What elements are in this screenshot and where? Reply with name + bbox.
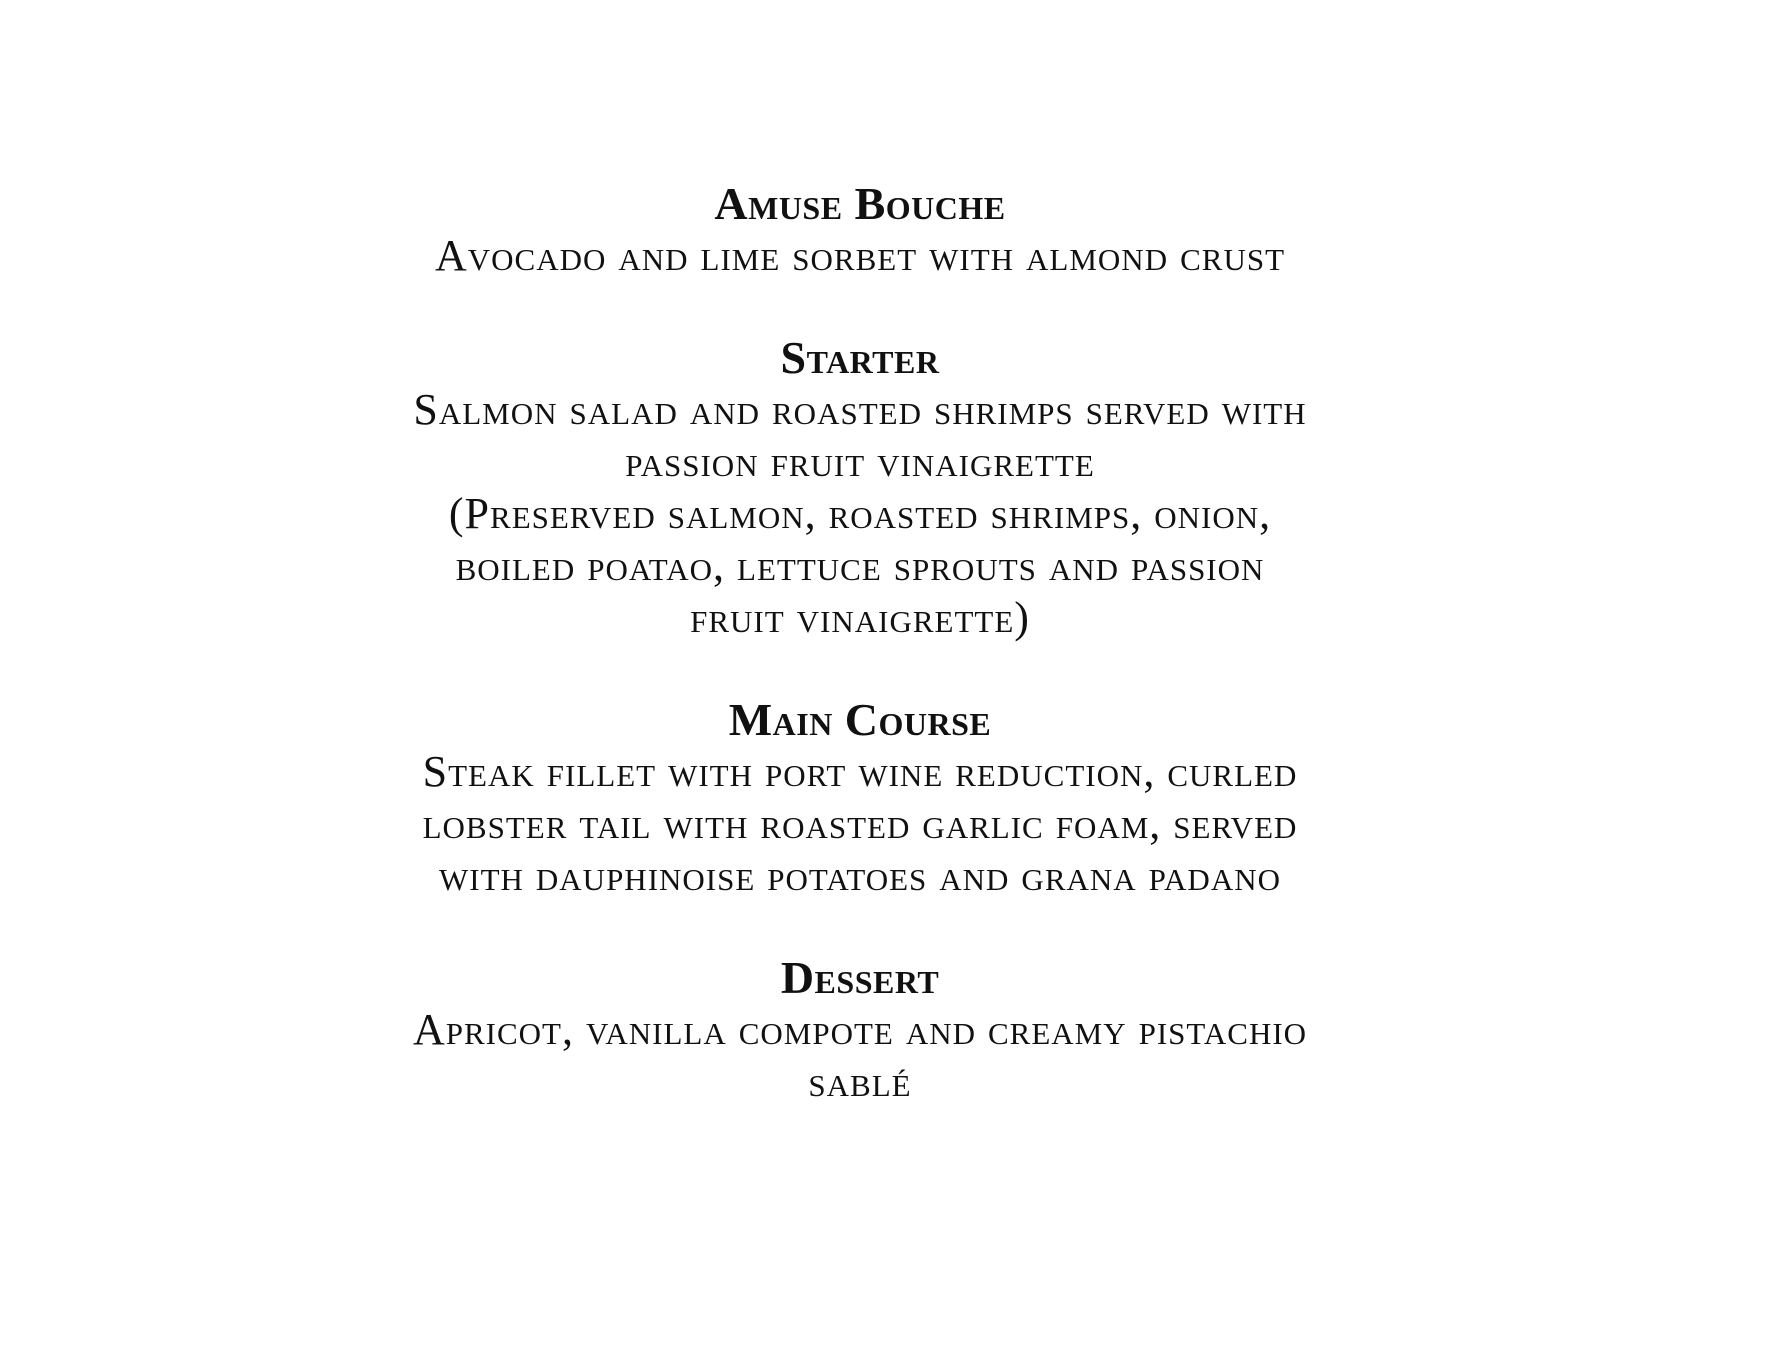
course-description-line: (Preserved salmon, roasted shrimps, onion, [448,489,1272,538]
course-description-line: Steak fillet with port wine reduction, curled [422,747,1298,796]
course-description-line: Salmon salad and roasted shrimps served with [413,385,1307,434]
course-starter [0,332,1720,644]
course-description-line: passion fruit vinaigrette [625,437,1095,486]
course-description-line: sablé [808,1057,912,1106]
course-title: Dessert [780,952,940,1003]
course-description-line: with dauphinoise potatoes and grana padano [439,851,1281,900]
course-amuse-bouche [0,178,1720,282]
menu-document [0,178,1720,1158]
course-dessert [0,952,1720,1108]
course-title: Main Course [728,694,992,745]
course-description-line: lobster tail with roasted garlic foam, served [422,799,1298,848]
course-description-line: fruit vinaigrette) [690,593,1030,642]
course-main-course [0,694,1720,902]
course-description-line: Avocado and lime sorbet with almond crust [434,231,1286,280]
course-description-line: boiled poatao, lettuce sprouts and passion [455,541,1265,590]
course-title: Amuse Bouche [714,178,1006,229]
course-description-line: Apricot, vanilla compote and creamy pistachio [412,1005,1308,1054]
course-title: Starter [780,332,940,383]
